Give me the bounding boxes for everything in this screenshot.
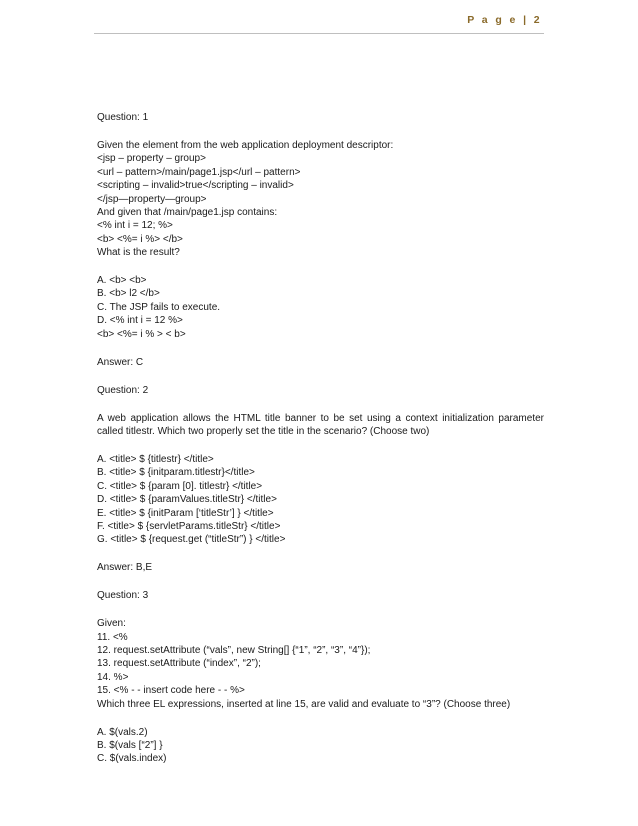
question-1-line: <b> <%= i %> </b> <box>97 233 183 245</box>
question-2-text-line-1: A web application allows the HTML title banner to be set using a context initialization parameter <box>97 412 544 424</box>
question-1-option: A. <b> <b> <box>97 275 147 287</box>
question-3-option: B. $(vals [“2”] } <box>97 740 163 751</box>
document-body <box>97 111 544 766</box>
question-1-line: What is the result? <box>97 247 180 259</box>
page-number: 2 <box>533 14 542 26</box>
question-1-title: Question: 1 <box>97 112 149 123</box>
question-2-option: C. <title> $ {param [0]. titlestr} </title> <box>97 480 263 492</box>
spacer <box>97 603 544 618</box>
question-1-line: <jsp – property – group> <box>97 153 206 165</box>
question-1-option: D. <% int i = 12 %> <box>97 315 183 327</box>
question-2-option: A. <title> $ {titlestr} </title> <box>97 453 214 465</box>
question-3-option: A. $(vals.2) <box>97 726 148 738</box>
spacer <box>97 547 544 562</box>
question-2-title: Question: 2 <box>97 384 149 396</box>
page-header <box>467 14 542 26</box>
question-1-line: <url – pattern>/main/page1.jsp</url – pattern> <box>97 166 301 178</box>
question-3-line: Which three EL expressions, inserted at line 15, are valid and evaluate to “3”? (Choose three) <box>97 698 511 710</box>
question-2-answer: Answer: B,E <box>97 562 153 574</box>
question-1-option: C. The JSP fails to execute. <box>97 301 221 313</box>
question-1-line: And given that /main/page1.jsp contains: <box>97 206 278 218</box>
question-2-option: E. <title> $ {initParam [‘titleStr’] } </title> <box>97 507 274 519</box>
question-3-line: 13. request.setAttribute (“index”, “2”); <box>97 658 261 670</box>
question-3-title: Question: 3 <box>97 590 149 602</box>
spacer <box>97 711 544 726</box>
spacer <box>97 124 544 139</box>
question-1-line: <% int i = 12; %> <box>97 220 173 232</box>
question-1-line: Given the element from the web application deployment descriptor: <box>97 139 394 151</box>
header-divider <box>94 33 544 34</box>
spacer <box>97 369 544 384</box>
question-1-option: B. <b> l2 </b> <box>97 288 160 300</box>
question-3-line: 14. %> <box>97 671 129 683</box>
spacer <box>97 260 544 275</box>
question-2-option: G. <title> $ {request.get (“titleStr”) } </title> <box>97 534 286 546</box>
question-1-line: </jsp—property—group> <box>97 193 207 205</box>
spacer <box>97 397 544 412</box>
question-2-option: B. <title> $ {initparam.titlestr}</title> <box>97 467 255 479</box>
question-3-line: 15. <% - - insert code here - - %> <box>97 685 245 697</box>
spacer <box>97 575 544 590</box>
question-3-line: Given: <box>97 618 126 630</box>
question-2-option: F. <title> $ {servletParams.titleStr} </title> <box>97 520 281 532</box>
spacer <box>97 341 544 356</box>
page-label: P a g e <box>467 14 518 26</box>
question-1-option: <b> <%= i % > < b> <box>97 328 186 340</box>
spacer <box>97 438 544 453</box>
question-3-line: 12. request.setAttribute (“vals”, new String[] {“1”, “2”, “3”, “4”}); <box>97 645 371 657</box>
question-2-text-line-2: called titlestr. Which two properly set the title in the scenario? (Choose two) <box>97 426 430 437</box>
question-1-answer: Answer: C <box>97 356 144 368</box>
question-1-line: <scripting – invalid>true</scripting – invalid> <box>97 180 294 192</box>
question-2-option: D. <title> $ {paramValues.titleStr} </title> <box>97 494 277 506</box>
question-3-option: C. $(vals.index) <box>97 753 167 765</box>
question-3-line: 11. <% <box>97 631 128 643</box>
page-separator: | <box>523 14 529 26</box>
